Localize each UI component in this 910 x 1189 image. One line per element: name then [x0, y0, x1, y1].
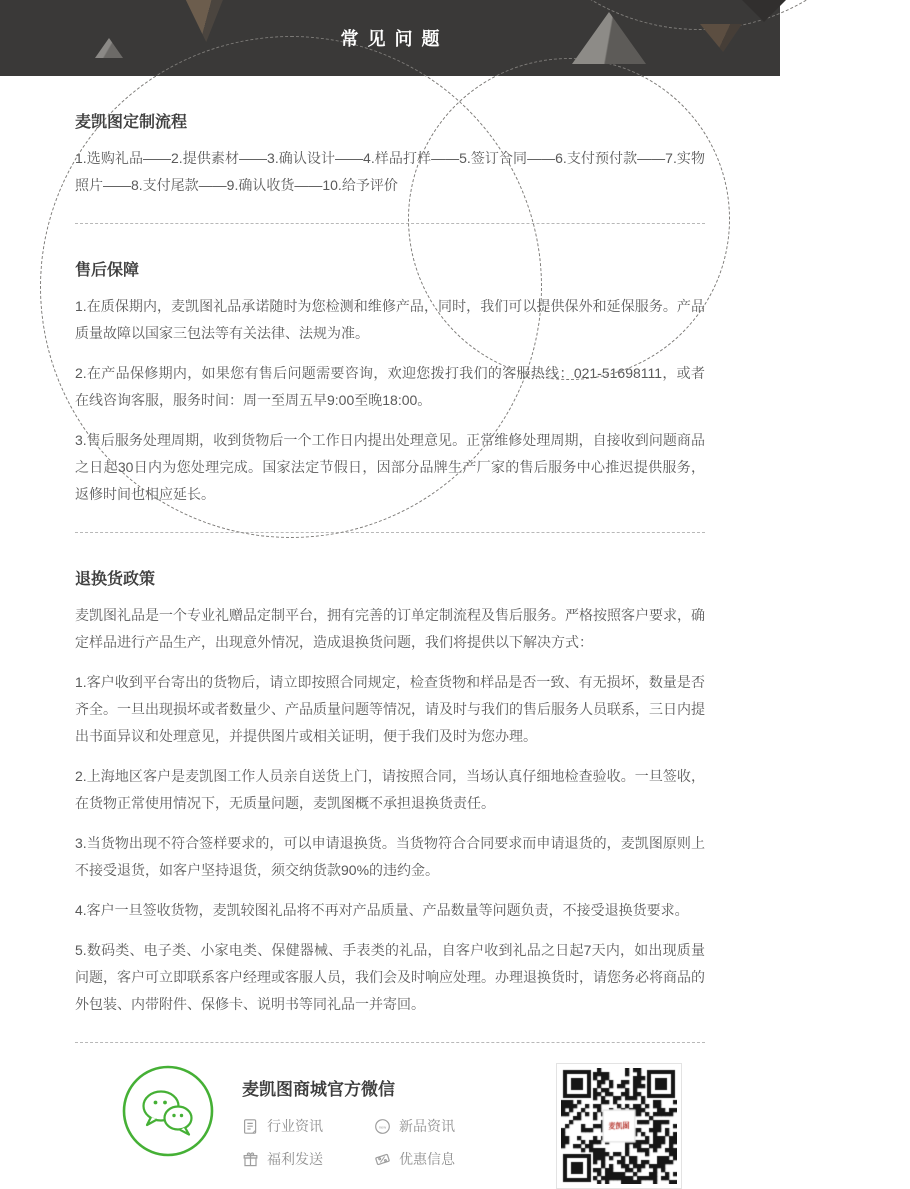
- paragraph: 3.当货物出现不符合签样要求的，可以申请退换货。当货物符合合同要求而申请退货的，麦凯图原则上不接受退货，如客户坚持退货，须交纳货款90%的违约金。: [75, 835, 705, 878]
- dashed-divider: [75, 532, 705, 533]
- paragraph: 1.在质保期内，麦凯图礼品承诺随时为您检测和维修产品，同时，我们可以提供保外和延保服务。产品质量故障以国家三包法等有关法律、法规为准。: [75, 298, 705, 341]
- section-heading: 麦凯图定制流程: [75, 114, 188, 131]
- new-badge-icon: [374, 1118, 391, 1135]
- wechat-icon: [120, 1063, 216, 1164]
- paragraph: 5.数码类、电子类、小家电类、保健器械、手表类的礼品，自客户收到礼品之日起7天内，如出现质量问题，客户可立即联系客户经理或客服人员，我们会及时响应处理。办理退换货时，请您务必将商品的外包装、内带附件、保修卡、说明书等同礼品一并寄回。: [75, 942, 705, 1012]
- page-title: 常见问题: [340, 29, 449, 49]
- paragraph: 1.客户收到平台寄出的货物后，请立即按照合同规定，检查货物和样品是否一致、有无损坏，数量是否齐全。一旦出现损坏或者数量少、产品质量问题等情况，请及时与我们的售后服务人员联系，三日内提出书面异议和处理意见，并提供图片或相关证明，便于我们及时为您办理。: [75, 674, 705, 744]
- gift-icon: [242, 1151, 259, 1168]
- wechat-footer: [75, 1043, 705, 1189]
- paragraph: 4.客户一旦签收货物，麦凯较图礼品将不再对产品质量、产品数量等问题负责，不接受退换货要求。: [75, 902, 689, 918]
- feature-discounts: [374, 1149, 455, 1169]
- paragraph: 3.售后服务处理周期，收到货物后一个工作日内提出处理意见。正常维修处理周期，自接收到问题商品之日起30日内为您处理完成。国家法定节假日，因部分品牌生产厂家的售后服务中心推迟提供服务，返修时间也相应延长。: [75, 432, 705, 502]
- paragraph: 2.在产品保修期内，如果您有售后问题需要咨询，欢迎您拨打我们的客服热线：021-51698111，或者在线咨询客服，服务时间：周一至周五早9:00至晚18:00。: [75, 365, 705, 408]
- feature-industry-news: [242, 1116, 374, 1136]
- page-header-banner: [0, 0, 780, 76]
- svg-text:new: new: [378, 1123, 387, 1129]
- process-steps-text: 1.选购礼品——2.提供素材——3.确认设计——4.样品打样——5.签订合同——6.支付预付款——7.实物照片——8.支付尾款——9.确认收货——10.给予评价: [75, 150, 705, 193]
- wechat-title: 麦凯图商城官方微信: [242, 1080, 395, 1099]
- wechat-feature-grid: [242, 1116, 455, 1169]
- feature-label: 优惠信息: [399, 1151, 455, 1167]
- paragraph: 2.上海地区客户是麦凯图工作人员亲自送货上门，请按照合同，当场认真仔细地检查验收。一旦签收，在货物正常使用情况下，无质量问题，麦凯图概不承担退换货责任。: [75, 768, 705, 811]
- dashed-arc-decoration: [408, 58, 730, 380]
- news-doc-icon: [242, 1118, 259, 1135]
- wechat-qr-code: [556, 1063, 682, 1189]
- feature-benefits: [242, 1149, 374, 1169]
- section-return-policy: [75, 566, 705, 1018]
- section-heading: 售后保障: [75, 262, 140, 279]
- feature-label: 福利发送: [267, 1151, 323, 1167]
- feature-label: 行业资讯: [267, 1118, 323, 1134]
- section-heading: 退换货政策: [75, 571, 156, 588]
- paragraph: 麦凯图礼品是一个专业礼赠品定制平台，拥有完善的订单定制流程及售后服务。严格按照客户要求，确定样品进行产品生产，出现意外情况，造成退换货问题，我们将提供以下解决方式：: [75, 607, 705, 650]
- feature-new-products: [374, 1116, 455, 1136]
- feature-label: 新品资讯: [399, 1118, 455, 1134]
- wechat-info: [242, 1063, 455, 1169]
- coupon-icon: [374, 1151, 391, 1168]
